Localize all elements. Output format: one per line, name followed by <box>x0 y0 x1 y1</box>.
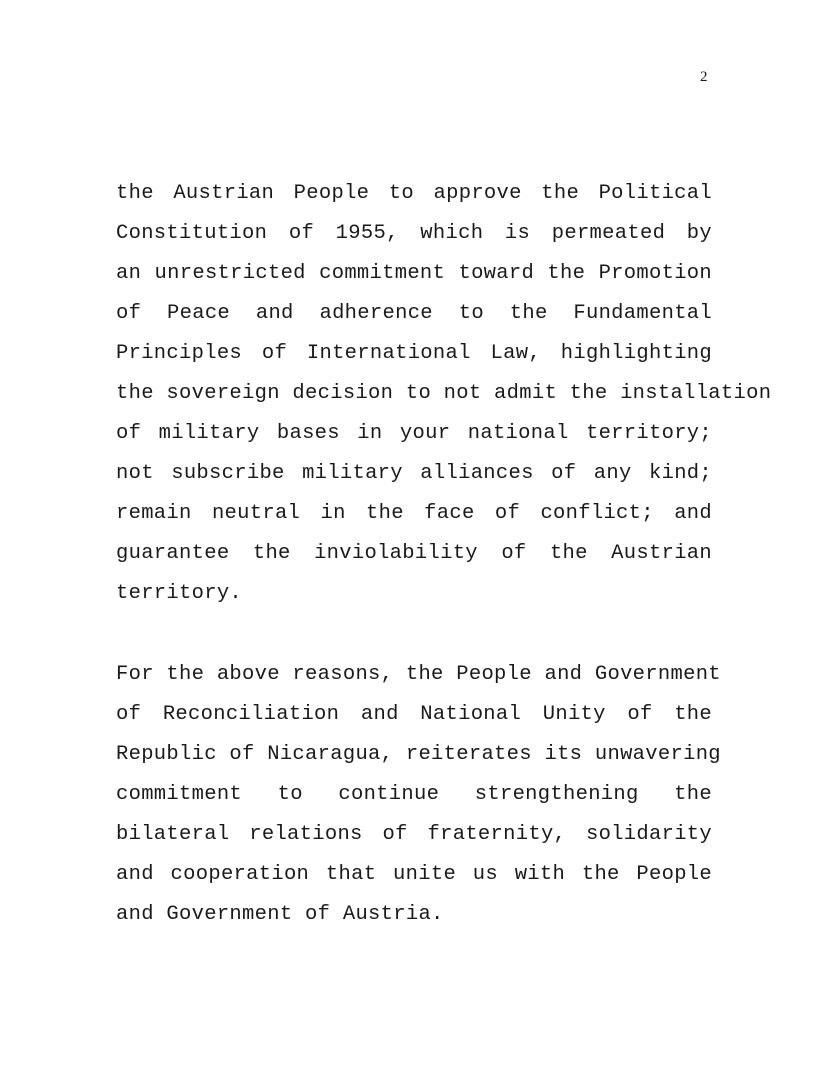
text-line: For the above reasons, the People and Government <box>116 663 721 686</box>
text-line: of Reconciliation and National Unity of the <box>116 703 712 726</box>
text-line: guarantee the inviolability of the Austrian <box>116 542 712 565</box>
text-line: bilateral relations of fraternity, solidarity <box>116 823 712 846</box>
text-line: and cooperation that unite us with the People <box>116 863 712 886</box>
text-line: commitment to continue strengthening the <box>116 783 712 806</box>
text-line: not subscribe military alliances of any kind; <box>116 462 712 485</box>
text-line: remain neutral in the face of conflict; and <box>116 502 712 525</box>
body-paragraph-nicaragua-commitment <box>116 655 721 935</box>
text-line: Constitution of 1955, which is permeated by <box>116 222 712 245</box>
text-line: territory. <box>116 582 243 605</box>
body-paragraph-austria-constitution <box>116 174 772 614</box>
text-line: and Government of Austria. <box>116 903 444 926</box>
text-line: the Austrian People to approve the Political <box>116 182 712 205</box>
text-line: an unrestricted commitment toward the Promotion <box>116 262 712 285</box>
text-line: of Peace and adherence to the Fundamental <box>116 302 712 325</box>
text-line: Republic of Nicaragua, reiterates its unwavering <box>116 743 721 766</box>
text-line: the sovereign decision to not admit the installation <box>116 382 772 405</box>
text-line: Principles of International Law, highlighting <box>116 342 712 365</box>
text-line: of military bases in your national territory; <box>116 422 712 445</box>
page-number: 2 <box>700 69 708 85</box>
